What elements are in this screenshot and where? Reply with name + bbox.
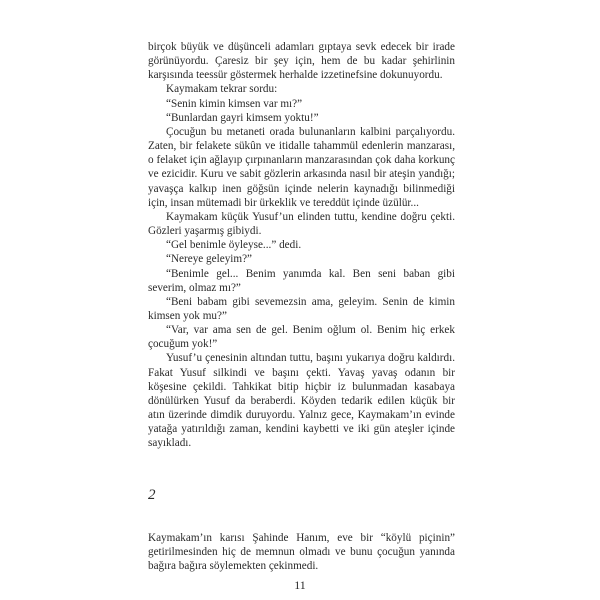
paragraph: Kaymakam küçük Yusuf’un elinden tuttu, kendine doğru çekti. Gözleri yaşarmış gibiydi. (148, 210, 455, 238)
paragraph: birçok büyük ve düşünceli adamları gıptaya sevk edecek bir irade görünüyordu. Çaresiz bir şey için, hem de bu kadar şehirlinin karşısında teessür göstermek herhalde izzetinefsine dokunuyordu. (148, 41, 455, 82)
paragraph: “Nereye geleyim?” (166, 253, 253, 266)
paragraph: Kaymakam tekrar sordu: (166, 83, 278, 96)
paragraph: Yusuf’u çenesinin altından tuttu, başını yukarıya doğru kaldırdı. Fakat Yusuf silkindi ve başını çekti. Yavaş yavaş odanın bir köşesine çekildi. Tahkikat bitip hiçbir iz bulunmadan kasabaya dönülürken Yusuf da beraberdi. Köyden tedarik edilen küçük bir atın üzerinde dimdik duruyordu. Yalnız gece, Kaymakam’ın evinde yatağa yatırıldığı zaman, kendini kaybetti ve iki gün ateşler içinde sayıkladı. (148, 352, 455, 450)
main-text-block (148, 40, 455, 451)
section-number: 2 (148, 487, 156, 503)
paragraph: “Var, var ama sen de gel. Benim oğlum ol. Benim hiç erkek çocuğum yok!” (148, 324, 455, 351)
section-text-block (148, 531, 455, 573)
paragraph: “Senin kimin kimsen var mı?” (166, 97, 303, 110)
paragraph: “Beni babam gibi sevemezsin ama, geleyim. Senin de kimin kimsen yok mu?” (148, 295, 455, 322)
paragraph: “Bunlardan gayri kimsem yoktu!” (166, 111, 319, 124)
paragraph: Çocuğun bu metaneti orada bulunanların kalbini parçalıyordu. Zaten, bir felakete sükûn ve itidalle tahammül edenlerin manzarası, o felaket için ağlayıp çırpınanların manzarasından çok daha korkunç ve ezicidir. Kuru ve sabit gözlerin arkasında nasıl bir ateşin yandığı; yavaşça kalkıp inen göğsün içinde nelerin kaynadığı bilinmediği için, insan mütemadi bir ürkeklik ve tereddüt içinde üzülür... (148, 125, 455, 209)
paragraph: “Gel benimle öyleyse...” dedi. (166, 239, 302, 252)
page-number: 11 (294, 578, 306, 592)
paragraph: “Benimle gel... Benim yanımda kal. Ben seni baban gibi severim, olmaz mı?” (148, 267, 455, 294)
paragraph: Kaymakam’ın karısı Şahinde Hanım, eve bir “köylü piçinin” getirilmesinden hiç de memnun olmadı ve bunu çocuğun yanında bağıra bağıra söylemekten çekinmedi. (148, 532, 455, 573)
